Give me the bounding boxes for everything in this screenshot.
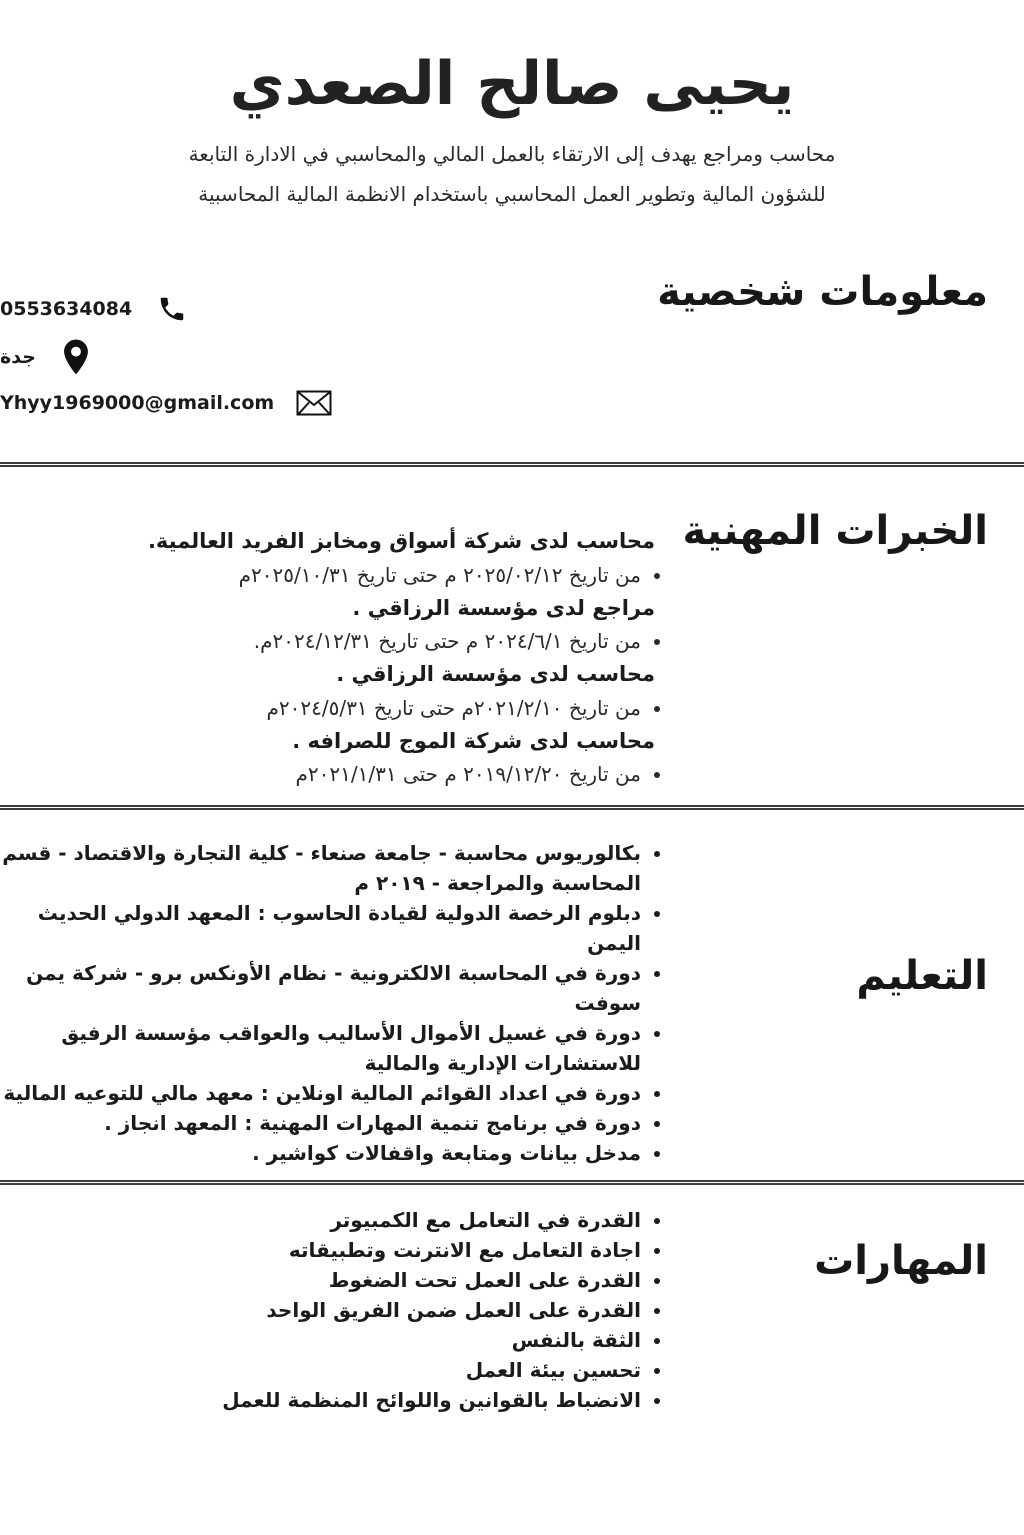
section-education: [0, 810, 1024, 1172]
job-period: • من تاريخ ٢٠١٩/١٢/٢٠ م حتى ٢٠٢١/١/٣١م: [0, 758, 641, 791]
list-item: • دورة في المحاسبة الالكترونية - نظام الأونكس برو - شركة يمن سوفت: [0, 958, 641, 1018]
email-address: Yhyy1969000@gmail.com: [0, 392, 275, 414]
experience-entry: [0, 592, 655, 659]
section-title-personal-info: معلومات شخصية: [657, 269, 988, 315]
experience-entry: [0, 525, 655, 592]
envelope-icon: [296, 390, 332, 416]
section-personal-info: [0, 268, 1024, 438]
skills-title-col: [655, 1185, 1024, 1415]
experience-entry: [0, 725, 655, 792]
education-title-col: [655, 952, 1024, 1030]
list-item: • دورة في غسيل الأموال الأساليب والعواقب مؤسسة الرفيق للاستشارات الإدارية والمالية: [0, 1018, 641, 1078]
skills-list: [0, 1185, 655, 1415]
list-item: • مدخل بيانات ومتابعة واقفالات كواشير .: [0, 1138, 641, 1168]
page-title: يحيى صالح الصعدي: [229, 49, 795, 119]
location-pin-icon: [58, 339, 94, 375]
job-period: • من تاريخ ٢٠٢٥/٠٢/١٢ م حتى تاريخ ٢٠٢٥/١٠/٣١م: [0, 559, 641, 592]
summary-line-2: للشؤون المالية وتطوير العمل المحاسبي باستخدام الانظمة المالية المحاسبية: [198, 182, 826, 206]
experience-title-col: [655, 467, 1024, 797]
list-item: • القدرة على العمل ضمن الفريق الواحد: [0, 1295, 641, 1325]
experience-list: [0, 467, 655, 797]
experience-entry: [0, 658, 655, 725]
list-item: • بكالوريوس محاسبة - جامعة صنعاء - كلية التجارة والاقتصاد - قسم المحاسبة والمراجعة - ٢٠١٩ م: [0, 838, 641, 898]
section-title-education: التعليم: [856, 953, 988, 1000]
phone-number: 0553634084: [0, 298, 133, 320]
header: [0, 0, 1024, 214]
job-title: محاسب لدى مؤسسة الرزاقي .: [336, 662, 655, 687]
job-period: • من تاريخ ٢٠٢١/٢/١٠م حتى تاريخ ٢٠٢٤/٥/٣١م: [0, 692, 641, 725]
personal-info-title-col: [655, 268, 1024, 438]
contact-phone: [0, 294, 190, 324]
list-item: • دورة في اعداد القوائم المالية اونلاين : معهد مالي للتوعيه المالية: [0, 1078, 641, 1108]
list-item: • القدرة على العمل تحت الضغوط: [0, 1265, 641, 1295]
list-item: • الانضباط بالقوانين واللوائح المنظمة للعمل: [0, 1385, 641, 1415]
section-skills: [0, 1185, 1024, 1415]
section-title-experience: الخبرات المهنية: [682, 508, 988, 554]
contact-email: [0, 390, 332, 416]
list-item: • دورة في برنامج تنمية المهارات المهنية : المعهد انجاز .: [0, 1108, 641, 1138]
section-experience: [0, 467, 1024, 797]
job-title: محاسب لدى شركة الموج للصرافه .: [292, 728, 655, 753]
job-title: محاسب لدى شركة أسواق ومخابز الفريد العالمية.: [147, 529, 655, 553]
job-period: • من تاريخ ٢٠٢٤/٦/١ م حتى تاريخ ٢٠٢٤/١٢/٣١م.: [0, 625, 641, 658]
job-title: مراجع لدى مؤسسة الرزاقي .: [352, 595, 655, 620]
city-name: جدة: [0, 346, 36, 368]
list-item: • القدرة في التعامل مع الكمبيوتر: [0, 1205, 641, 1235]
contact-list: [0, 268, 655, 438]
section-title-skills: المهارات: [814, 1238, 988, 1285]
summary-line-1: محاسب ومراجع يهدف إلى الارتقاء بالعمل المالي والمحاسبي في الادارة التابعة: [188, 142, 836, 166]
education-list: [0, 810, 655, 1172]
list-item: • اجادة التعامل مع الانترنت وتطبيقاته: [0, 1235, 641, 1265]
list-item: • الثقة بالنفس: [0, 1325, 641, 1355]
contact-location: [0, 339, 94, 375]
list-item: • تحسين بيئة العمل: [0, 1355, 641, 1385]
list-item: • دبلوم الرخصة الدولية لقيادة الحاسوب : المعهد الدولي الحديث اليمن: [0, 898, 641, 958]
phone-icon: [154, 294, 190, 324]
profile-summary: [132, 134, 892, 214]
